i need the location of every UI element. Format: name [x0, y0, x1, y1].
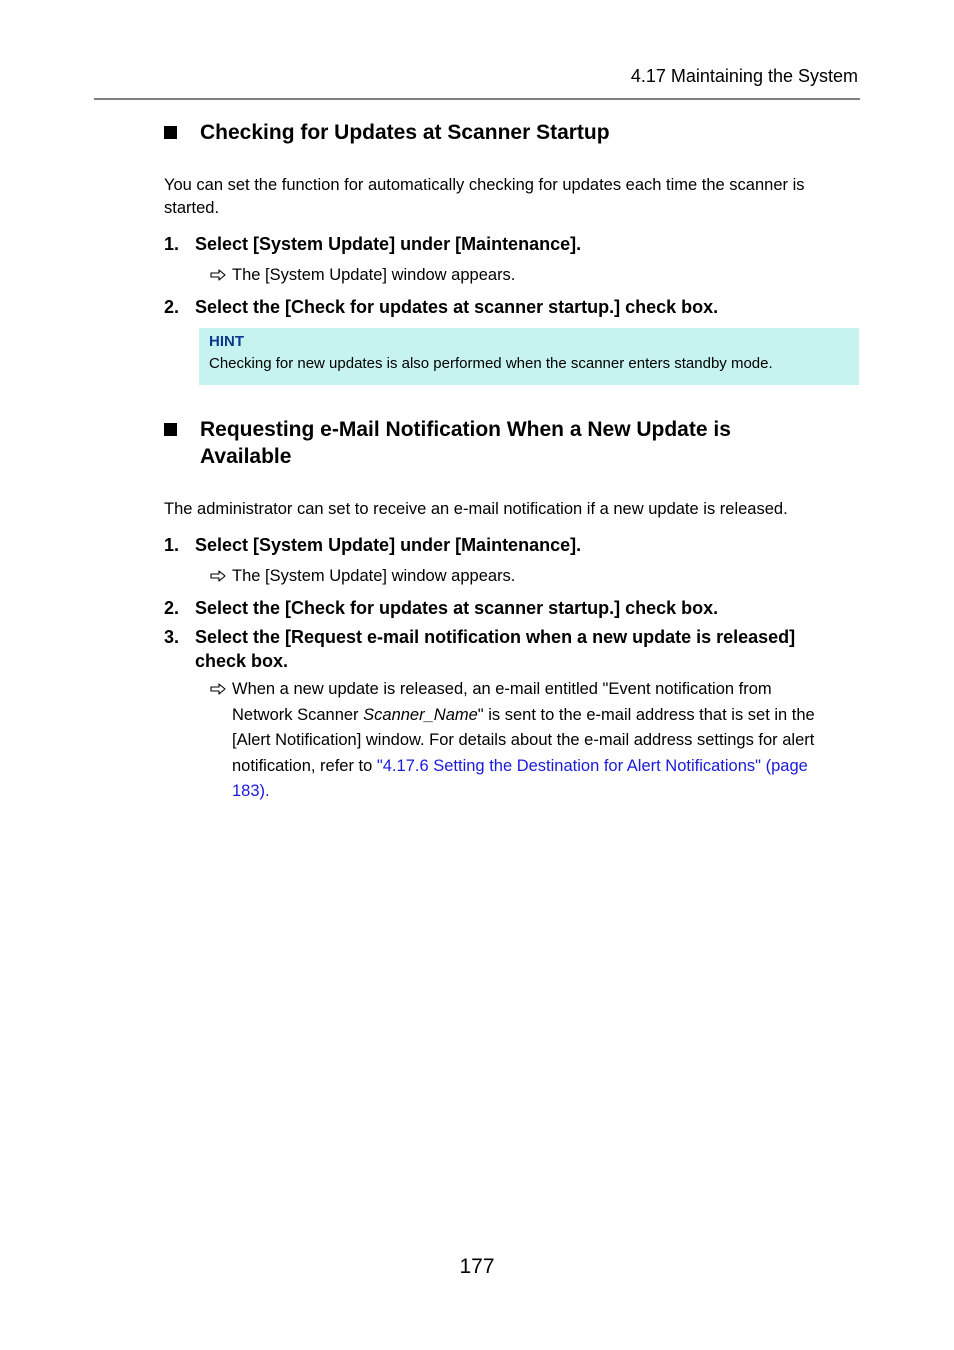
- step-text-line: check box.: [195, 651, 289, 671]
- step-text: Select the [Check for updates at scanner startup.] check box.: [195, 598, 719, 618]
- page-number: 177: [459, 1255, 495, 1278]
- step-item: [164, 295, 860, 319]
- step-result: [210, 677, 870, 805]
- section-title: Checking for Updates at Scanner Startup: [200, 121, 610, 144]
- hint-text: Checking for new updates is also performed when the scanner enters standby mode.: [209, 355, 773, 372]
- step-number: 3.: [164, 627, 180, 647]
- square-bullet-icon: [164, 423, 177, 436]
- hint-label: HINT: [209, 333, 244, 350]
- result-text-segment: notification, refer to: [232, 756, 377, 775]
- result-text-segment: Network Scanner: [232, 705, 364, 724]
- running-header: 4.17 Maintaining the System: [630, 66, 858, 86]
- result-text: The [System Update] window appears.: [232, 266, 516, 284]
- step-number: 1.: [164, 234, 180, 254]
- result-line: When a new update is released, an e-mail entitled "Event notification from: [232, 680, 772, 698]
- step-text: Select the [Check for updates at scanner startup.] check box.: [195, 297, 719, 317]
- step-item: [164, 625, 860, 673]
- section-intro: The administrator can set to receive an e-mail notification if a new update is released.: [164, 500, 788, 518]
- section-intro: [164, 174, 860, 220]
- step-item: [164, 596, 860, 620]
- step-text: Select [System Update] under [Maintenance].: [195, 234, 582, 254]
- step-item: [164, 533, 860, 557]
- intro-line: started.: [164, 199, 220, 217]
- step-item: [164, 232, 860, 256]
- result-line: [Alert Notification] window. For details about the e-mail address settings for alert: [232, 731, 815, 749]
- cross-reference-link[interactable]: 183): [232, 782, 266, 800]
- step-text: [195, 625, 860, 673]
- result-line: [232, 703, 862, 729]
- step-number: 2.: [164, 598, 180, 618]
- result-text: [232, 677, 862, 805]
- step-text: Select [System Update] under [Maintenance].: [195, 535, 582, 555]
- result-arrow-icon: [210, 269, 226, 281]
- section-title-line: Requesting e-Mail Notification When a New Update is: [200, 418, 731, 441]
- step-number: 2.: [164, 297, 180, 317]
- cross-reference-link[interactable]: "4.17.6 Setting the Destination for Alert Notifications" (page: [376, 756, 808, 775]
- result-arrow-icon: [210, 570, 226, 582]
- result-text: The [System Update] window appears.: [232, 567, 516, 585]
- intro-line: You can set the function for automatically checking for updates each time the scanner is: [164, 176, 805, 194]
- step-text-line: Select the [Request e-mail notification when a new update is released]: [195, 627, 796, 647]
- section-title-line: Available: [200, 445, 292, 468]
- header-divider: [94, 98, 860, 100]
- result-text-segment: " is sent to the e-mail address that is set in the: [477, 705, 815, 724]
- result-text-segment: .: [265, 782, 270, 800]
- step-result: [210, 263, 870, 289]
- step-result: [210, 564, 870, 590]
- result-line: [232, 779, 862, 805]
- result-line: [232, 754, 862, 780]
- section-heading-2: [164, 416, 864, 470]
- hint-box: [199, 328, 859, 385]
- scanner-name-placeholder: Scanner_Name: [363, 705, 478, 724]
- step-number: 1.: [164, 535, 180, 555]
- result-arrow-icon: [210, 683, 226, 695]
- section-heading-1: [164, 119, 864, 146]
- square-bullet-icon: [164, 126, 177, 139]
- section-title: [200, 416, 800, 470]
